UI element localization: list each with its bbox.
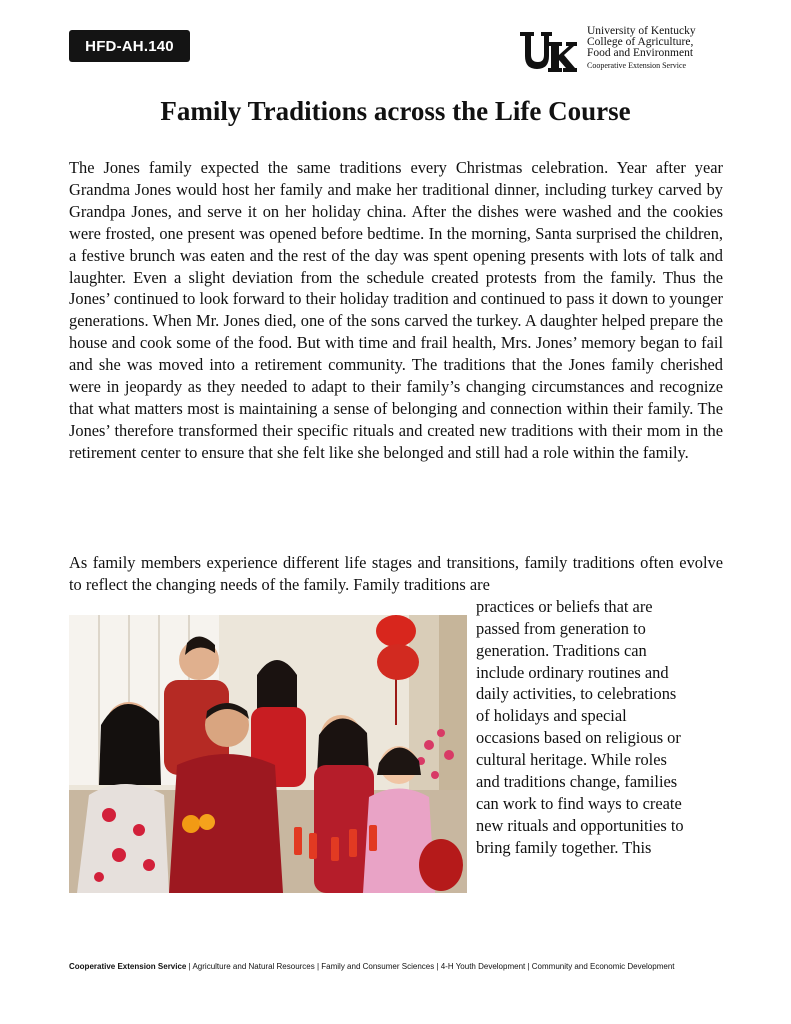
institution-line: University of Kentucky	[587, 25, 696, 37]
red-lantern	[377, 644, 419, 680]
paragraph-lead: As family members experience different life stages and transitions, family traditions often evolve to reflect the changing needs of the family. Family traditions are	[69, 553, 723, 594]
institution-line: Food and Environment	[587, 47, 694, 59]
paragraph-line: practices or beliefs that are	[476, 596, 653, 616]
paragraph-line: new rituals and opportunities to	[476, 815, 684, 835]
institution-block	[587, 26, 696, 71]
footer-programs: | Agriculture and Natural Resources | Family and Consumer Sciences | 4-H Youth Development | Community and Economic Development	[186, 962, 675, 971]
mandarin-orange	[182, 815, 200, 833]
paragraph-line: generation. Traditions can	[476, 640, 647, 660]
paragraph-line: occasions based on religious or	[476, 728, 681, 748]
footer-org: Cooperative Extension Service	[69, 962, 187, 971]
red-lantern	[376, 615, 416, 647]
paragraph-line: passed from generation to	[476, 618, 646, 638]
mandarin-orange	[199, 814, 215, 830]
paragraph-line: daily activities, to celebrations	[476, 684, 677, 704]
paragraph-line: bring family together. This	[476, 837, 652, 857]
extension-service-label: Cooperative Extension Service	[587, 61, 687, 70]
intro-paragraph: The Jones family expected the same traditions every Christmas celebration. Year after year Grandma Jones would host her family and make her traditional dinner, including turkey carved by Grandpa Jones, and serve it on her holiday china. After the dishes were washed and the cookies were frosted, one present was opened before bedtime. In the morning, Santa surprised the children, a festive brunch was eaten and the rest of the day was spent opening presents with lots of talk and laughter. Even a slight deviation from the schedule created protests from the family. Thus the Jones’ continued to look forward to their holiday tradition and continued to pass it down to younger generations. When Mr. Jones died, one of the sons carved the turkey. A daughter helped prepare the house and cook some of the food. But with time and frail health, Mrs. Jones’ memory began to fail and she was moved into a retirement community. The traditions that the Jones family cherished were in jeopardy as they needed to adapt to their family’s changing circumstances and recognize that what matters most is maintaining a sense of belonging and connection within their family. The Jones’ therefore transformed their specific rituals and created new traditions with their mom in the retirement center to ensure that she felt like she belonged and still had a role within the family.	[69, 158, 723, 462]
paragraph-line: of holidays and special	[476, 706, 627, 726]
paragraph-line: cultural heritage. While roles	[476, 750, 667, 770]
paragraph-line: can work to find ways to create	[476, 793, 682, 813]
family-photo	[69, 615, 467, 893]
institution-line: College of Agriculture,	[587, 36, 694, 48]
page-title: Family Traditions across the Life Course	[160, 96, 631, 126]
footer	[69, 962, 729, 971]
paragraph-line: include ordinary routines and	[476, 662, 669, 682]
publication-code-badge: HFD-AH.140	[69, 30, 190, 62]
paragraph-line: and traditions change, families	[476, 772, 678, 792]
uk-logo	[518, 28, 578, 73]
